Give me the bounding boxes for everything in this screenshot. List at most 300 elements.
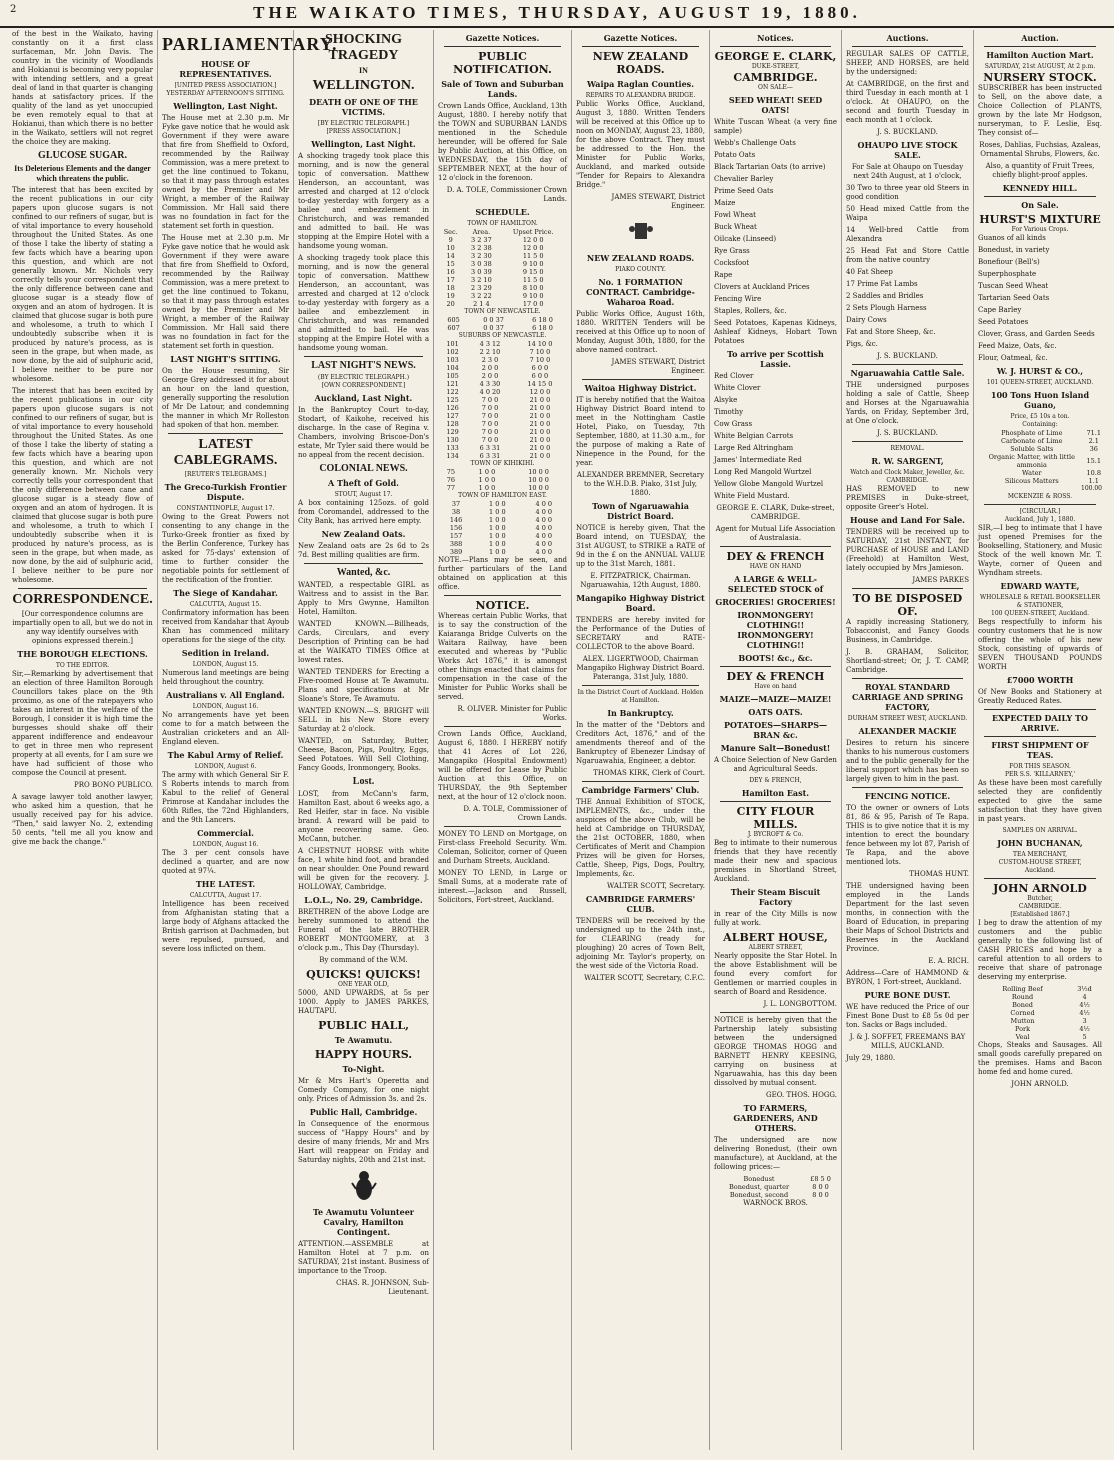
table-cell: 4 bbox=[1082, 993, 1087, 1001]
guano-head: 100 Tons Huon Island Guano, bbox=[990, 390, 1090, 410]
house-title: HOUSE OF REPRESENTATIVES. bbox=[179, 59, 272, 79]
wanted-ad-2: WANTED KNOWN.—Billheads, Cards, Circulars, and every Description of Printing can be had at the WAIKATO TIMES Office at lowest rates. bbox=[298, 620, 429, 664]
dey-stock: A LARGE & WELL-SELECTED STOCK of bbox=[727, 574, 824, 594]
land-sale-sign: D. A. TOLE, Commissioner Crown Lands. bbox=[446, 186, 567, 203]
cable-4-body: No arrangements have yet been come to for a match between the Australian cricketers and an All-England eleven. bbox=[162, 711, 289, 746]
land-body: TENDERS will be received up to SATURDAY, 21st INSTANT, for PURCHASE of HOUSE and LAND (Freehold) at Hamilton West, lately occupied by Mrs Jamieson. bbox=[846, 528, 969, 572]
clark-agent: Agent for Mutual Life Association of Australasia. bbox=[715, 525, 836, 542]
list-item: Flour, Oatmeal, &c. bbox=[978, 354, 1048, 362]
table-cell: 21 0 0 bbox=[529, 452, 551, 460]
cable-5-head: The Kabul Army of Relief. bbox=[167, 750, 284, 760]
divider bbox=[984, 504, 1096, 505]
bankruptcy-head: In Bankruptcy. bbox=[607, 708, 674, 718]
club-body: TENDERS will be received by the undersigned up to the 24th inst., for CLEARING (ready for ploughing) 20 acres of Town Belt, adjoining Mr. Taylor's property, on the west side of the Victoria Road. bbox=[576, 917, 705, 970]
latest-head: THE LATEST. bbox=[195, 879, 256, 889]
table-cell: 3 2 38 bbox=[471, 244, 492, 252]
table-cell: 6 0 0 bbox=[531, 372, 549, 380]
tragedy-headline: SHOCKING TRAGEDY bbox=[324, 32, 402, 63]
table-row bbox=[978, 1001, 1102, 1009]
divider bbox=[582, 379, 699, 380]
table-cell: 75 bbox=[446, 468, 455, 476]
table-cell: 122 bbox=[446, 388, 459, 396]
list-item: 50 Head mixed Cattle from the Waipa bbox=[846, 205, 969, 222]
cambridge-hall: Public Hall, Cambridge. bbox=[309, 1107, 418, 1117]
table-cell: 125 bbox=[446, 396, 459, 404]
ohaupo-sub: For Sale at Ohaupo on Tuesday next 24th August, at 1 o'clock, bbox=[851, 163, 964, 180]
news-date: Auckland, Last Night. bbox=[314, 393, 413, 403]
table-row bbox=[978, 453, 1102, 469]
tragedy-sub: DEATH OF ONE OF THE VICTIMS. bbox=[309, 97, 418, 117]
money-ad-1: MONEY TO LEND on Mortgage, on First-class Freehold Security. Wm. Coleman, Solicitor, corner of Queen and Durham Streets, Auckland. bbox=[438, 830, 567, 865]
table-cell: 18 bbox=[446, 284, 455, 292]
glucose-body-2: The interest that has been excited by the recent publications in our city papers upon glucose sugars is not confined to our refiners of sugar, but is of vital importance to every household throughout the United States. As one of those I take the liberty of stating a few facts which have a bearing upon this question, and which are not generally known. Mr. Nichols very correctly tells your correspondent that the only difference between cane and glucose sugar is a steady flow of oxygen and an atom of hydrogen. It is claimed that glucose sugar is both pure and wholesome, a truth to which I undoubtedly subscribe when it is produced by nature's process, as is seen in the grape, but when made, as now done, by the aid of sulphuric acid, I believe neither to be pure nor wholesome. bbox=[12, 387, 154, 584]
list-item: Clover, Grass, and Garden Seeds bbox=[978, 330, 1095, 338]
table-cell: 77 bbox=[446, 484, 455, 492]
table-cell: 388 bbox=[449, 540, 463, 548]
tragedy-place: WELLINGTON. bbox=[312, 78, 415, 93]
table-cell: 146 bbox=[449, 516, 463, 524]
wayte-sub: WHOLESALE & RETAIL BOOKSELLER & STATIONER, bbox=[979, 594, 1100, 609]
divider bbox=[984, 709, 1096, 710]
nz-roads-sub: Waipa Raglan Counties. bbox=[587, 79, 694, 89]
cavalry-body: ATTENTION.—ASSEMBLE at Hamilton Hotel at 7 p.m. on SATURDAY, 21st instant. Business of importance to the Troop. bbox=[298, 1240, 429, 1275]
biscuit-head: Their Steam Biscuit Factory bbox=[730, 887, 821, 907]
table-row bbox=[438, 476, 567, 484]
list-item: White Tuscan Wheat (a very fine sample) bbox=[714, 118, 837, 135]
hamilton-table bbox=[438, 228, 567, 308]
rich-body: THE undersigned having been employed in the Lands Department for the last seven months, in connection with the Board of Education, in preparing their Maps of School Districts and Reserves in the Auckland Province. bbox=[846, 882, 969, 953]
divider bbox=[852, 678, 963, 679]
farmers-sign: WALTER SCOTT, Secretary. bbox=[607, 882, 705, 890]
royal-head: ROYAL STANDARD CARRIAGE AND SPRING FACTORY, bbox=[851, 682, 964, 712]
albert-body: Nearly opposite the Star Hotel. In the above Establishment will be found every comfort for Gentlemen or married couples in search of Board and Residence. bbox=[714, 952, 837, 996]
bonedust-date: July 29, 1880. bbox=[846, 1054, 896, 1062]
table-cell: 129 bbox=[446, 428, 459, 436]
list-item: Rye Grass bbox=[714, 247, 750, 255]
table-cell: 6 0 0 bbox=[531, 364, 549, 372]
table-cell: 1 0 0 bbox=[489, 516, 506, 524]
table-cell: 3 2 22 bbox=[471, 292, 492, 300]
roads2-sign: JAMES STEWART, District Engineer. bbox=[611, 358, 705, 375]
table-cell: 7 0 0 bbox=[481, 396, 499, 404]
table-cell: 36 bbox=[1089, 445, 1098, 453]
table-cell: 1 0 0 bbox=[489, 532, 506, 540]
tragedy-in: IN bbox=[359, 66, 368, 75]
biscuit-body: in rear of the City Mills is now fully at work. bbox=[714, 910, 837, 927]
money-ad-2: MONEY TO LEND, in Large or Small Sums, at a moderate rate of interest.—Jackson and Russell, Solicitors, Fort-street, Auckland. bbox=[438, 869, 567, 904]
list-item: Feed Maize, Oats, &c. bbox=[978, 342, 1057, 350]
table-cell: Round bbox=[1011, 993, 1034, 1001]
borough-elections-title: THE BOROUGH ELECTIONS. bbox=[17, 649, 148, 659]
nz-roads-title: REPAIRS TO ALEXANDRA BRIDGE. bbox=[585, 92, 696, 99]
latest-body: Intelligence has been received from Afghanistan stating that a large body of Afghans attacked the British garrison at Dachmaden, but were repulsed, pursued, and severe loss inflicted on them. bbox=[162, 900, 289, 953]
list-item: James' Intermediate Red bbox=[714, 456, 802, 464]
glucose-body: The interest that has been excited by the recent publications in our city papers upon glucose sugars is not confined to our refiners of sugar, but is of vital importance to every household throughout the United States. As one of those I take the liberty of stating a few facts which have a bearing upon this question, and which are not generally known. Mr. Nichols very correctly tells your correspondent that the only difference between cane and glucose sugar is a steady flow of oxygen and an atom of hydrogen. It is claimed that glucose sugar is both pure and wholesome, a truth to which I undoubtedly subscribe when it is produced by nature's process, as is seen in the grape, but when made, as now done, by the aid of sulphuric acid, I believe neither to be pure nor wholesome. bbox=[12, 186, 154, 383]
fence-body: TO the owner or owners of Lots 81, 86 & 95, Parish of Te Rapa. THIS is to give notice that it is my intention to erect the boundary fence between my lot 87, Parish of Te Rapa, and the above mentioned lots. bbox=[846, 804, 969, 866]
sales-title: REGULAR SALES OF CATTLE, SHEEP, AND HORSES, are held by the undersigned: bbox=[846, 50, 969, 76]
land-head: House and Land For Sale. bbox=[850, 515, 965, 525]
table-cell: 76 bbox=[446, 476, 455, 484]
cable-5-body: The army with which General Sir F. S Roberts intends to march from Kabul to the relief of General Primrose at Kandahar includes the 60th Rifles, the 72nd Highlanders, and the 9th Lancers. bbox=[162, 771, 289, 824]
table-cell: 4 3 12 bbox=[479, 340, 501, 348]
sales-body: At CAMBRIDGE, on the first and third Tuesday in each month at 1 o'clock. At OHAUPO, on the second and fourth Tuesday in each month at 1 o'clock. bbox=[846, 80, 969, 124]
correspondence-headline: CORRESPONDENCE. bbox=[12, 592, 153, 607]
hall-headline: PUBLIC HALL, bbox=[318, 1019, 409, 1032]
table-row bbox=[438, 300, 567, 308]
table-row bbox=[438, 532, 567, 540]
news-body: In the Bankruptcy Court to-day, Stodart, of Kaikohe, received his discharge. In the case of Regina v. Chambers, involving Briscoe-Don's estate, Mr Tyler said there would be no appeal from the recent decision. bbox=[298, 406, 429, 459]
table-cell: 0 0 37 bbox=[483, 316, 504, 324]
public-notification: PUBLIC NOTIFICATION. bbox=[453, 50, 552, 76]
table-row bbox=[438, 260, 567, 268]
suburbs-table bbox=[438, 340, 567, 460]
divider bbox=[852, 46, 963, 47]
article-intro: of the best in the Waikato, having constantly on it a first class surfaceman, Mr. John Davis. The country in the vicinity of Woodlands and Hokianui is becoming very popular with intending settlers, and a great deal of land in that quarter is changing hands at satisfactory prices. If the quality of the land as yet unoccupied be even remotely equal to that at Hokianui, than which there is no better in the Waikato, settlers will not regret the choice they are making. bbox=[12, 30, 153, 146]
list-item: 14 Well-bred Cattle from Alexandra bbox=[846, 226, 969, 243]
table-cell: Phosphate of Lime bbox=[1001, 429, 1063, 437]
on-sale-head: On Sale. bbox=[1021, 200, 1059, 210]
table-cell: 6 18 0 bbox=[532, 324, 553, 332]
farmers-gardeners: TO FARMERS, GARDENERS, AND OTHERS. bbox=[733, 1103, 818, 1133]
table-cell: 12 0 0 bbox=[522, 236, 544, 244]
table-row bbox=[438, 268, 567, 276]
arnold-body: I beg to draw the attention of my customers and the public generally to the following list of CASH PRICES and hope by a careful attention to all orders to receive that share of patronage deserving my enterprise. bbox=[978, 919, 1102, 981]
royal-loc: DURHAM STREET WEST, AUCKLAND. bbox=[847, 715, 968, 722]
lodge-sign: By command of the W.M. bbox=[319, 956, 408, 964]
table-cell: 101 bbox=[446, 340, 459, 348]
divider bbox=[720, 1012, 831, 1013]
divider bbox=[582, 781, 699, 782]
table-cell: 4 0 0 bbox=[535, 540, 553, 548]
table-cell: 10 0 0 bbox=[528, 484, 549, 492]
table-cell: 11 5 0 bbox=[522, 276, 544, 284]
table-cell: 605 bbox=[447, 316, 460, 324]
table-row bbox=[438, 348, 567, 356]
table-cell: 21 0 0 bbox=[529, 412, 551, 420]
col-sec: Sec. bbox=[443, 228, 458, 236]
gazette-head: Gazette Notices. bbox=[465, 33, 540, 43]
table-row bbox=[714, 1183, 837, 1191]
wayte-loc: 100 QUEEN-STREET, Auckland. bbox=[991, 610, 1089, 617]
club-sign: WALTER SCOTT, Secretary, C.F.C. bbox=[584, 974, 705, 982]
mills-body: Beg to intimate to their numerous friends that they have recently made their new and spacious premises in Shortland Street, Auckland. bbox=[714, 839, 837, 883]
table-cell: 4 0 0 bbox=[535, 524, 553, 532]
table-cell: 4½ bbox=[1079, 1001, 1090, 1009]
list-item: 2 Saddles and Bridles bbox=[846, 292, 924, 300]
table-cell: 105 bbox=[446, 372, 459, 380]
cable-2-head: The Siege of Kandahar. bbox=[173, 588, 278, 598]
table-cell: 7 0 0 bbox=[481, 404, 499, 412]
table-cell: 4 0 0 bbox=[535, 508, 553, 516]
lost-ad-1: LOST, from McCann's farm, Hamilton East, about 6 weeks ago, a Red Heifer, star in face. No visible brand. A reward will be paid to anyone recovering same. Geo. McCann, butcher. bbox=[298, 790, 429, 843]
divider bbox=[304, 563, 423, 564]
dey-have: HAVE ON HAND bbox=[749, 563, 802, 570]
list-item: 25 Head Fat and Store Cattle from the native country bbox=[846, 247, 969, 264]
teas-head: FIRST SHIPMENT OF TEAS. bbox=[991, 740, 1089, 760]
table-row bbox=[714, 1191, 837, 1199]
table-cell: 8 10 0 bbox=[522, 284, 544, 292]
table-cell: 7 0 0 bbox=[481, 412, 499, 420]
table-cell: 156 bbox=[449, 524, 463, 532]
table-cell: 128 bbox=[446, 420, 459, 428]
farmers-gardeners-body: The undersigned are now delivering Bonedust, (their own manufacture), at Auckland, at the following prices:— bbox=[714, 1136, 837, 1171]
hogg-notice: NOTICE is hereby given that the Partnership lately subsisting between the undersigned GEORGE THOMAS HOGG and BARNETT HENRY KEESING, carrying on business at Ngaruawahia, has this day been dissolved by mutual consent. bbox=[714, 1016, 837, 1087]
lease-body: Crown Lands Office, Auckland, August 6, 1880. I HEREBY notify that 41 Acres of Lot 226, Mangapiko (Hospital Endowment) will be offered for Lease by Public Auction at this Office, on THURSDAY, the 9th September next, at the hour of 12 o'clock noon. bbox=[438, 730, 567, 801]
divider bbox=[720, 46, 831, 47]
dey3: DEY & FRENCH, bbox=[749, 777, 802, 784]
list-item: 40 Fat Sheep bbox=[846, 268, 893, 276]
table-cell: 0 0 37 bbox=[483, 324, 504, 332]
ngaru-body: NOTICE is hereby given, That the Board intend, on TUESDAY, the 31st AUGUST, to STRIKE a RATE of 9d in the £ on the ANNUAL VALUE up to the 31st March, 1881. bbox=[576, 524, 705, 568]
table-cell: 1 0 0 bbox=[489, 508, 506, 516]
list-item: Large Red Altringham bbox=[714, 444, 794, 452]
albert-loc: ALBERT STREET, bbox=[748, 944, 803, 951]
ironmongery: IRONMONGERY! CLOTHING!! IRONMONGERY! CLOTHING!! bbox=[737, 610, 814, 650]
list-item: Long Red Mangold Wurtzel bbox=[714, 468, 812, 476]
table-cell: 21 0 0 bbox=[529, 428, 551, 436]
cable-3-date: LONDON, August 15. bbox=[192, 661, 259, 668]
table-row bbox=[438, 244, 567, 252]
table-cell: 71.1 bbox=[1086, 429, 1101, 437]
cable-2-date: CALCUTTA, August 15. bbox=[189, 601, 262, 608]
city-mills: CITY FLOUR MILLS. bbox=[736, 805, 815, 831]
divider bbox=[852, 588, 963, 589]
arnold-sign: JOHN ARNOLD. bbox=[1011, 1080, 1069, 1088]
divider bbox=[720, 546, 831, 547]
table-cell: 14 15 0 bbox=[527, 380, 553, 388]
hall-body: Mr & Mrs Hart's Operetta and Comedy Company, for one night only. Prices of Admission 3s. and 2s. bbox=[298, 1077, 429, 1103]
table-cell: Rolling Beef bbox=[1002, 985, 1043, 993]
table-cell: 21 0 0 bbox=[529, 444, 551, 452]
divider bbox=[582, 46, 699, 47]
boots: BOOTS! &c., &c. bbox=[738, 653, 813, 663]
roads2-head: NEW ZEALAND ROADS. bbox=[586, 253, 695, 263]
cavalry-sign: CHAS. R. JOHNSON, Sub-Lieutenant. bbox=[336, 1279, 429, 1296]
table-cell: Bonedust, second bbox=[729, 1191, 789, 1199]
table-cell: 6 18 0 bbox=[532, 316, 553, 324]
table-cell: Organic Matter, with little ammonia bbox=[988, 453, 1075, 469]
glucose-subhead: Its Deleterious Elements and the danger which threatens the public. bbox=[14, 164, 151, 183]
lost-ad-2: A CHESTNUT HORSE with white face, 1 white hind foot, and branded on near shoulder. One Pound reward will be given for the recovery. J. HOLLOWAY, Cambridge. bbox=[298, 847, 429, 891]
colonial-headline: COLONIAL NEWS. bbox=[319, 463, 408, 474]
table-cell: 16 bbox=[446, 268, 455, 276]
dispose-sign: J. B. GRAHAM, Solicitor, Shortland-street; Or, J. T. CAMP, Cambridge. bbox=[846, 648, 969, 674]
cable-1-body: Owing to the Great Powers not consenting to any change in the Turko-Greek frontier as fixed by the Berlin Conference, Turkey has asked for 75-days' extension of time to further consider the negotiable points for settlement of the rectification of the frontier. bbox=[162, 513, 289, 584]
cable-4-head: Australians v. All England. bbox=[166, 690, 285, 700]
butcher-loc: CAMBRIDGE. bbox=[1018, 903, 1062, 910]
table-cell: 3 0 38 bbox=[471, 260, 492, 268]
divider bbox=[444, 726, 561, 727]
dey-french: DEY & FRENCH bbox=[726, 550, 825, 563]
table-row bbox=[978, 437, 1102, 445]
worth: £7000 WORTH bbox=[1006, 675, 1074, 685]
auckland: Auckland. bbox=[1024, 867, 1056, 874]
fence-sign: THOMAS HUNT. bbox=[909, 870, 969, 878]
cavalry-head: Te Awamutu Volunteer Cavalry, Hamilton Contingent. bbox=[312, 1207, 414, 1237]
warnock-sign: WARNOCK BROS. bbox=[743, 1199, 808, 1207]
kennedy: KENNEDY HILL. bbox=[1002, 183, 1078, 193]
table-row bbox=[978, 445, 1102, 453]
table-row bbox=[438, 508, 567, 516]
bonedust-body: WE have reduced the Price of our Finest Bone Dust to £8 5s 0d per ton. Sacks or Bags included. bbox=[846, 1003, 969, 1029]
list-item: Oilcake (Linseed) bbox=[714, 235, 777, 243]
divider bbox=[720, 801, 831, 802]
cablegrams-headline: LATEST CABLEGRAMS. bbox=[173, 437, 278, 468]
list-item: Fat and Store Sheep, &c. bbox=[846, 328, 936, 336]
cable-1-head: The Greco-Turkish Frontier Dispute. bbox=[164, 482, 287, 502]
hurst-mixture: HURST'S MIXTURE bbox=[979, 213, 1101, 226]
list-item: Buck Wheat bbox=[714, 223, 757, 231]
table-cell: 2 1 4 bbox=[473, 300, 490, 308]
table-cell: 10 0 0 bbox=[528, 468, 549, 476]
list-item: 30 Two to three year old Steers in good condition bbox=[846, 184, 969, 201]
seed-list bbox=[714, 118, 837, 346]
ngaru-sale-sign: J. S. BUCKLAND. bbox=[877, 429, 938, 437]
ngaru-sign: E. FITZPATRICK, Chairman. Ngaruawahia, 12th August, 1880. bbox=[580, 572, 701, 589]
table-cell: 7 0 0 bbox=[481, 436, 499, 444]
table-cell: 37 bbox=[451, 500, 461, 508]
wanted-ad-4: WANTED KNOWN.—S. BRIGHT will SELL in his New Store every Saturday at 2 o'clock. bbox=[298, 707, 429, 733]
hogg-sign: GEO. THOS. HOGG. bbox=[766, 1091, 837, 1099]
table-cell: Silicous Matters bbox=[1004, 477, 1059, 485]
table-cell: 3 2 10 bbox=[471, 276, 492, 284]
table-cell: 10 0 0 bbox=[528, 476, 549, 484]
table-cell: 1 0 0 bbox=[478, 484, 496, 492]
hurst-sign: W. J. HURST & CO., bbox=[996, 366, 1084, 376]
list-item: Potato Oats bbox=[714, 151, 756, 159]
divider bbox=[304, 356, 423, 357]
divider bbox=[444, 46, 561, 47]
table-cell: 15.1 bbox=[1086, 457, 1101, 465]
parliament-body-2: The House met at 2.30 p.m. Mr Fyke gave notice that he would ask Government if they were aware that fire from Sheffield to Oxford, recommended by the Railway Commission, was a mere pretext to get the line continued to Tokanu, so that it may pass through estates owned by the Premier and Mr Wright, a member of the Railway Commission. Mr Hall said there was no foundation in fact for the statement set forth in question. bbox=[162, 234, 289, 350]
table-cell: 4 0 0 bbox=[535, 548, 553, 556]
coat-of-arms-icon bbox=[628, 215, 654, 249]
table-row bbox=[438, 276, 567, 284]
table-cell: 389 bbox=[449, 548, 463, 556]
table-row bbox=[978, 993, 1102, 1001]
hamilton-east-table bbox=[438, 500, 567, 556]
dey3-loc: Hamilton East. bbox=[741, 788, 810, 798]
hall-tonight: To-Night. bbox=[342, 1064, 385, 1074]
table-cell: 103 bbox=[446, 356, 459, 364]
table-cell: 19 bbox=[446, 292, 455, 300]
table-row bbox=[438, 284, 567, 292]
gazette-head-2: Gazette Notices. bbox=[603, 33, 678, 43]
list-item: Prime Seed Oats bbox=[714, 187, 774, 195]
circular-body: SIR,—I beg to intimate that I have just opened Premises for the Bookselling, Stationery, and Music Stock of the well known Mr. T. Wayte, corner of Queen and Wyndham streets. bbox=[978, 524, 1102, 577]
table-cell: 6 3 31 bbox=[479, 444, 501, 452]
cable-6-head: Commercial. bbox=[197, 828, 254, 838]
albert-house: ALBERT HOUSE, bbox=[723, 931, 828, 944]
mackie-body: Desires to return his sincere thanks to his numerous customers and to the public generally for the liberal support which has been so largely given to him in the past. bbox=[846, 739, 969, 783]
mangapiko-sign: ALEX. LIGERTWOOD, Chairman Mangapiko Highway District Board. Pateranga, 31st July, 1880. bbox=[576, 655, 705, 681]
list-item: Webb's Challenge Oats bbox=[714, 139, 796, 147]
reuters-note: [REUTER'S TELEGRAMS.] bbox=[184, 471, 267, 478]
divider bbox=[18, 588, 147, 589]
bankruptcy-sign: THOMAS KIRK, Clerk of Court. bbox=[593, 769, 705, 777]
table-row bbox=[978, 1025, 1102, 1033]
list-item: Staples, Rollers, &c. bbox=[714, 307, 787, 315]
table-cell: 4 0 0 bbox=[535, 500, 553, 508]
table-row bbox=[438, 420, 567, 428]
club-head: CAMBRIDGE FARMERS' CLUB. bbox=[585, 894, 696, 914]
land-sign: JAMES PARKES bbox=[912, 576, 969, 584]
nz-roads-body: Public Works Office, Auckland, August 3, 1880. Written Tenders will be received at this Office up to noon on MONDAY, August 23, 1880, for the above Contract. They must be addressed to the Hon. the Minister for Public Works, Auckland, and marked outside "Tender for Repairs to Alexandra Bridge." bbox=[576, 100, 705, 189]
customs: CUSTOM-HOUSE STREET, bbox=[998, 859, 1082, 866]
table-row bbox=[438, 356, 567, 364]
guano-price: Price, £5 10s a ton. bbox=[1010, 413, 1070, 420]
list-item: Fowl Wheat bbox=[714, 211, 756, 219]
circular: [CIRCULAR.] bbox=[1019, 508, 1061, 515]
list-item: Yellow Globe Mangold Wurtzel bbox=[714, 480, 824, 488]
list-item: 17 Prime Fat Lambs bbox=[846, 280, 918, 288]
notice-body: Whereas certain Public Works, that is to say the construction of the Kaiaranga Bridge Culverts on the Waitara Railway, have been executed and whereas by "Public Works Act 1876," it is amongst other things enacted that claims for compensation in the case of the Minister for Public Works shall be served. bbox=[438, 612, 567, 701]
list-item: Rape bbox=[714, 271, 733, 279]
column-6 bbox=[710, 30, 842, 1450]
wanted-ad-1: WANTED, a respectable GIRL as Waitress and to assist in the Bar. Apply to Mrs Gwynne, Hamilton Hotel, Hamilton. bbox=[298, 581, 429, 616]
theft-body: A box containing 125ozs. of gold from Coromandel, addressed to the City Bank, has arrived here empty. bbox=[298, 499, 429, 525]
table-row bbox=[438, 428, 567, 436]
parliament-body: The House met at 2.30 p.m. Mr Fyke gave notice that he would ask Government if they were aware that fire from Sheffield to Oxford, recommended by the Railway Commission, was a mere pretext to get the line continued to Tokanu, so that it may pass through estates owned by the Premier and Mr Wright, a member of the Railway Commission. Mr Hall said there was no foundation in fact for the statement set forth in question. bbox=[162, 114, 289, 230]
list-item: Timothy bbox=[714, 408, 744, 416]
mckenzie: MCKENZIE & ROSS. bbox=[1007, 493, 1073, 500]
butcher: Butcher, bbox=[1027, 895, 1053, 902]
happy-hours: HAPPY HOURS. bbox=[314, 1048, 413, 1061]
guano-total: 100.00 bbox=[1081, 485, 1102, 492]
rich-address: Address—Care of HAMMOND & BYRON, 1 Fort-street, Auckland. bbox=[846, 969, 969, 986]
hall-place: Te Awamutu. bbox=[334, 1035, 393, 1045]
mackie-name: ALEXANDER MACKIE bbox=[858, 726, 957, 736]
table-cell: 1.1 bbox=[1088, 477, 1099, 485]
table-cell: 5 bbox=[1082, 1033, 1087, 1041]
list-item: White Belgian Carrots bbox=[714, 432, 794, 440]
table-row bbox=[438, 404, 567, 412]
list-item: Black Tartarian Oats (to arrive) bbox=[714, 163, 826, 171]
table-cell: 2 3 0 bbox=[481, 356, 499, 364]
table-cell: 1 0 0 bbox=[489, 548, 506, 556]
nursery-head: NURSERY STOCK. bbox=[983, 71, 1097, 84]
arnold-name: JOHN ARNOLD bbox=[993, 882, 1087, 895]
manure: Manure Salt—Bonedust! bbox=[720, 743, 831, 753]
table-cell: Bonedust, quarter bbox=[729, 1183, 790, 1191]
table-row bbox=[978, 1017, 1102, 1025]
table-cell: 21 0 0 bbox=[529, 420, 551, 428]
news-telegraph: (BY ELECTRIC TELEGRAPH.) bbox=[317, 374, 410, 381]
bonedust-sign: J. & J. SOFFET, FREEMANS BAY MILLS, AUCKLAND. bbox=[849, 1033, 966, 1050]
divider bbox=[720, 666, 831, 667]
table-cell: 3 0 39 bbox=[471, 268, 492, 276]
potatoes: POTATOES—SHARPS—BRAN &c. bbox=[723, 720, 828, 740]
divider bbox=[444, 826, 561, 827]
bonedust-table bbox=[714, 1175, 837, 1199]
divider bbox=[852, 441, 963, 442]
ngaru-sale-body: THE undersigned purposes holding a sale of Cattle, Sheep and Horses at the Ngaruawahia Yards, on Friday, September 3rd, at One o'clock. bbox=[846, 381, 969, 425]
removal-head: REMOVAL. bbox=[890, 445, 925, 452]
correspondence-signature: PRO BONO PUBLICO. bbox=[74, 781, 153, 789]
table-row bbox=[438, 388, 567, 396]
sitting-title: YESTERDAY AFTERNOON'S SITTING. bbox=[166, 90, 285, 97]
divider bbox=[984, 736, 1096, 737]
table-cell: Corned bbox=[1010, 1009, 1035, 1017]
table-cell: 9 bbox=[448, 236, 453, 244]
correspondence-body: Sir,—Remarking by advertisement that an election of three Hamilton Borough Councillors takes place on the 9th proximo, as one of the ratepayers who takes an interest in the welfare of the Borough, I consider it is high time the burgesses should shake off their apparent indifference and endeavour to get in three men who represent property at all events, for I am sure we have had sufficient of those who compose the Council at present. bbox=[12, 670, 153, 777]
table-cell: 2 2 10 bbox=[479, 348, 501, 356]
table-row bbox=[438, 452, 567, 460]
waitoa-body: IT is hereby notified that the Waitoa Highway District Board intend to meet in the Nottingham Castle Hotel, Piako, on Tuesday, 7th September, 1880, at 11.30 a.m., for the purpose of making a Rate of Ninepence in the Pound, for the year. bbox=[576, 396, 705, 467]
dey2-have: Have on hand bbox=[754, 683, 797, 690]
table-cell: 8 0 0 bbox=[812, 1183, 829, 1191]
table-cell: Boned bbox=[1012, 1001, 1033, 1009]
